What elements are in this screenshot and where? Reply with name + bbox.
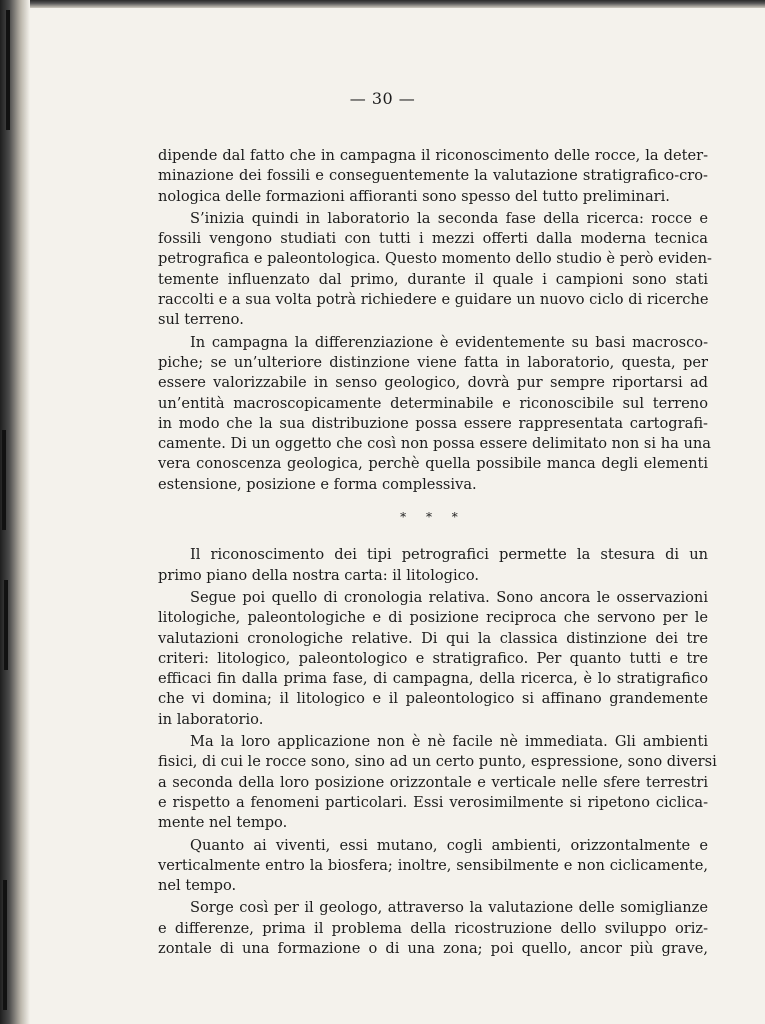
text-line: sul terreno. [158,311,244,329]
text-line: nel tempo. [158,877,237,895]
text-line: in laboratorio. [158,710,264,728]
text-line: fisici, di cui le rocce sono, sino ad un certo punto, espressione, sono diversi [158,753,717,771]
paragraph [158,333,711,495]
text-line: e rispetto a fenomeni particolari. Essi verosimilmente si ripetono ciclica- [158,793,708,811]
paragraph [158,545,708,586]
page-number: — 30 — [349,89,416,108]
text-line: dipende dal fatto che in campagna il riconoscimento delle rocce, la deter- [158,147,708,164]
text-line: in modo che la sua distribuzione possa essere rappresentata cartografi- [158,414,708,432]
text-line: mente nel tempo. [158,814,288,832]
text-line: vera conoscenza geologica, perchè quella possibile manca degli elementi [158,455,708,473]
text-line: efficaci fin dalla prima fase, di campagna, della ricerca, è lo stratigrafico [158,670,708,688]
text-line: raccolti e a sua volta potrà richiedere e guidare un nuovo ciclo di ricerche [158,291,709,309]
paragraph [158,732,717,833]
binding-shadow [2,430,6,530]
text-line: e differenze, prima il problema della ricostruzione dello sviluppo oriz- [158,919,708,937]
text-line: minazione dei fossili e conseguentemente la valutazione stratigrafico-cro- [158,167,708,185]
paragraph [158,588,708,730]
text-line: nologica delle formazioni affioranti sono spesso del tutto preliminari. [158,187,670,205]
scan-top-edge [0,0,765,8]
paragraph [158,836,708,897]
paragraph [158,898,708,959]
text-line: petrografica e paleontologica. Questo momento dello studio è però eviden- [158,250,712,268]
text-line: In campagna la differenziazione è evidentemente su basi macrosco- [190,333,708,351]
text-line: Quanto ai viventi, essi mutano, cogli ambienti, orizzontalmente e [190,836,708,854]
binding-shadow [3,880,7,1010]
text-line: Ma la loro applicazione non è nè facile nè immediata. Gli ambienti [190,733,708,751]
text-line: un’entità macroscopicamente determinabile e riconoscibile sul terreno [158,394,708,412]
paragraph [158,209,712,331]
binding-shadow [4,580,8,670]
text-line: essere valorizzabile in senso geologico, dovrà pur sempre riportarsi ad [158,374,708,392]
text-line: che vi domina; il litologico e il paleontologico si affinano grandemente [158,690,708,708]
text-line: S’inizia quindi in laboratorio la seconda fase della ricerca: rocce e [190,209,708,227]
body-text [158,146,717,961]
text-line: criteri: litologico, paleontologico e stratigrafico. Per quanto tutti e tre [158,649,708,667]
text-line: camente. Di un oggetto che così non possa essere delimitato non si ha una [158,435,711,453]
binding-shadow [6,10,10,130]
text-line: valutazioni cronologiche relative. Di qui la classica distinzione dei tre [158,629,708,647]
text-line: zontale di una formazione o di una zona; poi quello, ancor più grave, [158,939,708,957]
text-line: fossili vengono studiati con tutti i mezzi offerti dalla moderna tecnica [158,230,708,248]
text-line: a seconda della loro posizione orizzontale e verticale nelle sfere terrestri [158,773,708,791]
text-line: estensione, posizione e forma complessiva. [158,475,477,493]
paragraph [158,146,708,207]
text-line: Il riconoscimento dei tipi petrografici permette la stesura di un [190,546,708,564]
section-separator: * * * [400,510,466,525]
scan-binding-edge [0,0,30,1024]
text-line: verticalmente entro la biosfera; inoltre, sensibilmente e non ciclicamente, [158,856,708,874]
text-line: litologiche, paleontologiche e di posizione reciproca che servono per le [158,609,708,627]
text-line: piche; se un’ulteriore distinzione viene fatta in laboratorio, questa, per [158,353,708,371]
text-line: primo piano della nostra carta: il litologico. [158,566,480,584]
text-line: Sorge così per il geologo, attraverso la valutazione delle somiglianze [190,899,708,917]
text-line: temente influenzato dal primo, durante il quale i campioni sono stati [158,270,708,288]
text-line: Segue poi quello di cronologia relativa. Sono ancora le osservazioni [190,588,708,606]
